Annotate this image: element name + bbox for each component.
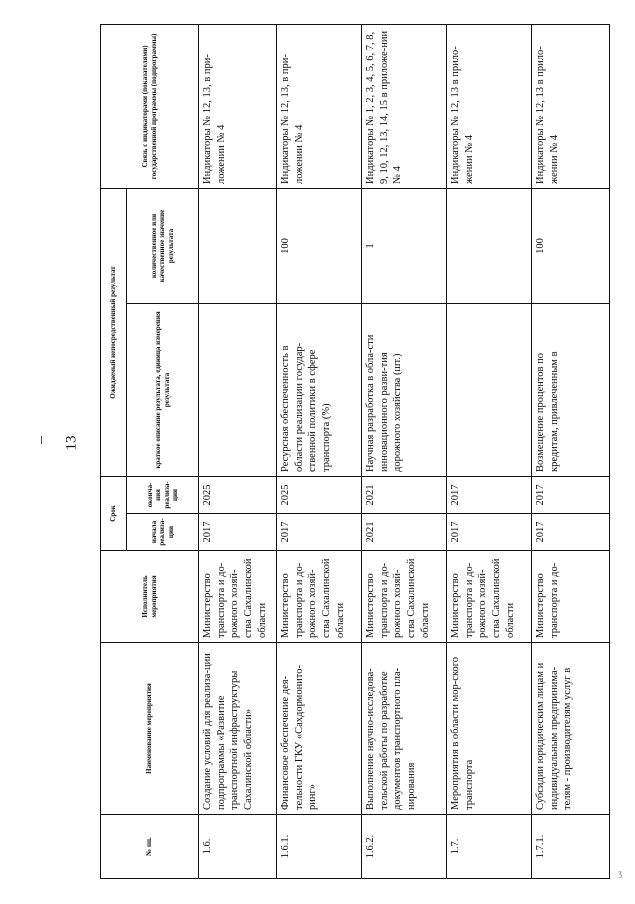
row-desc	[199, 303, 277, 476]
row-executor: Министерство транспорта и до-рожного хозяй-ства Сахалинской области	[362, 551, 447, 643]
row-end: 2017	[532, 476, 610, 513]
stray-mark	[41, 436, 42, 444]
rotated-table-wrapper	[100, 25, 614, 879]
row-start: 2017	[447, 514, 532, 551]
row-desc: Ресурсная обеспеченность в области реализации государ-ственной политики в сфере транспорта (%)	[277, 303, 362, 476]
row-desc: Возмещение процентов по кредитам, привлеченным в	[532, 303, 610, 476]
row-link: Индикаторы № 12, 13, в при-ложении № 4	[277, 24, 362, 188]
row-num: 1.7.1.	[532, 815, 610, 879]
row-value	[199, 188, 277, 303]
row-executor: Министерство транспорта и до-рожного хозяй-ства Сахалинской области	[277, 551, 362, 643]
table-row	[277, 24, 362, 878]
table-row	[447, 24, 532, 878]
row-end: 2017	[447, 476, 532, 513]
row-num: 1.7.	[447, 815, 532, 879]
row-executor: Министерство транспорта и до-рожного хозяй-ства Сахалинской области	[447, 551, 532, 643]
header-executor: Исполнитель мероприятия	[101, 551, 199, 643]
row-desc	[447, 303, 532, 476]
row-value	[447, 188, 532, 303]
row-name: Финансовое обеспечение дея-тельности ГКУ «Сахдормонито-ринг»	[277, 643, 362, 815]
row-start: 2017	[277, 514, 362, 551]
table-row	[532, 24, 610, 878]
header-name: Наименование мероприятия	[101, 643, 199, 815]
row-value: 100	[277, 188, 362, 303]
row-start: 2021	[362, 514, 447, 551]
row-num: 1.6.	[199, 815, 277, 879]
row-link: Индикаторы № 12, 13, в при-ложении № 4	[199, 24, 277, 188]
row-link: Индикаторы № 12, 13 в прило-жении № 4	[447, 24, 532, 188]
header-expected-desc: краткое описание результата, единица измерения результата	[127, 303, 199, 476]
row-num: 1.6.2.	[362, 815, 447, 879]
row-num: 1.6.1.	[277, 815, 362, 879]
row-desc: Научная разработка в обла-сти инновационного разви-тия дорожного хозяйства (шт.)	[362, 303, 447, 476]
row-value: 1	[362, 188, 447, 303]
table-row	[199, 24, 277, 878]
row-start: 2017	[532, 514, 610, 551]
row-end: 2025	[199, 476, 277, 513]
row-executor: Министерство транспорта и до-	[532, 551, 610, 643]
header-link: Связь с индикаторами (показателями) государственной программы (подпрограммы)	[101, 24, 199, 188]
measures-table	[100, 24, 610, 879]
row-link: Индикаторы № 1, 2, 3, 4, 5, 6, 7, 8, 9, 10, 12, 13, 14, 15 в приложе-нии № 4	[362, 24, 447, 188]
row-value: 100	[532, 188, 610, 303]
row-start: 2017	[199, 514, 277, 551]
header-term-end: оконча-ния реализа-ции	[127, 476, 199, 513]
row-name: Создание условий для реализа-ции подпрограммы «Развитие транспортной инфраструктуры Сахалинской области»	[199, 643, 277, 815]
table-row	[362, 24, 447, 878]
row-end: 2021	[362, 476, 447, 513]
page-number: 13	[63, 435, 80, 451]
row-name: Субсидии юридическим лицам и индивидуальным предпринима-телям - производителям услуг в	[532, 643, 610, 815]
row-link: Индикаторы № 12, 13 в прило-жении № 4	[532, 24, 610, 188]
header-expected-value: количественное или качественное значение результата	[127, 188, 199, 303]
row-name: Мероприятия в области мор-ского транспорта	[447, 643, 532, 815]
header-term: Срок	[101, 476, 127, 550]
header-num: № пп.	[101, 815, 199, 879]
corner-mark: ʒ	[618, 868, 622, 878]
row-end: 2025	[277, 476, 362, 513]
row-executor: Министерство транспорта и до-рожного хозяй-ства Сахалинской области	[199, 551, 277, 643]
header-term-start: начала реализа-ции	[127, 514, 199, 551]
header-expected: Ожидаемый непосредственный результат	[101, 188, 127, 476]
row-name: Выполнение научно-исследова-тельской работы по разработке документов транспортного пла-нирования	[362, 643, 447, 815]
